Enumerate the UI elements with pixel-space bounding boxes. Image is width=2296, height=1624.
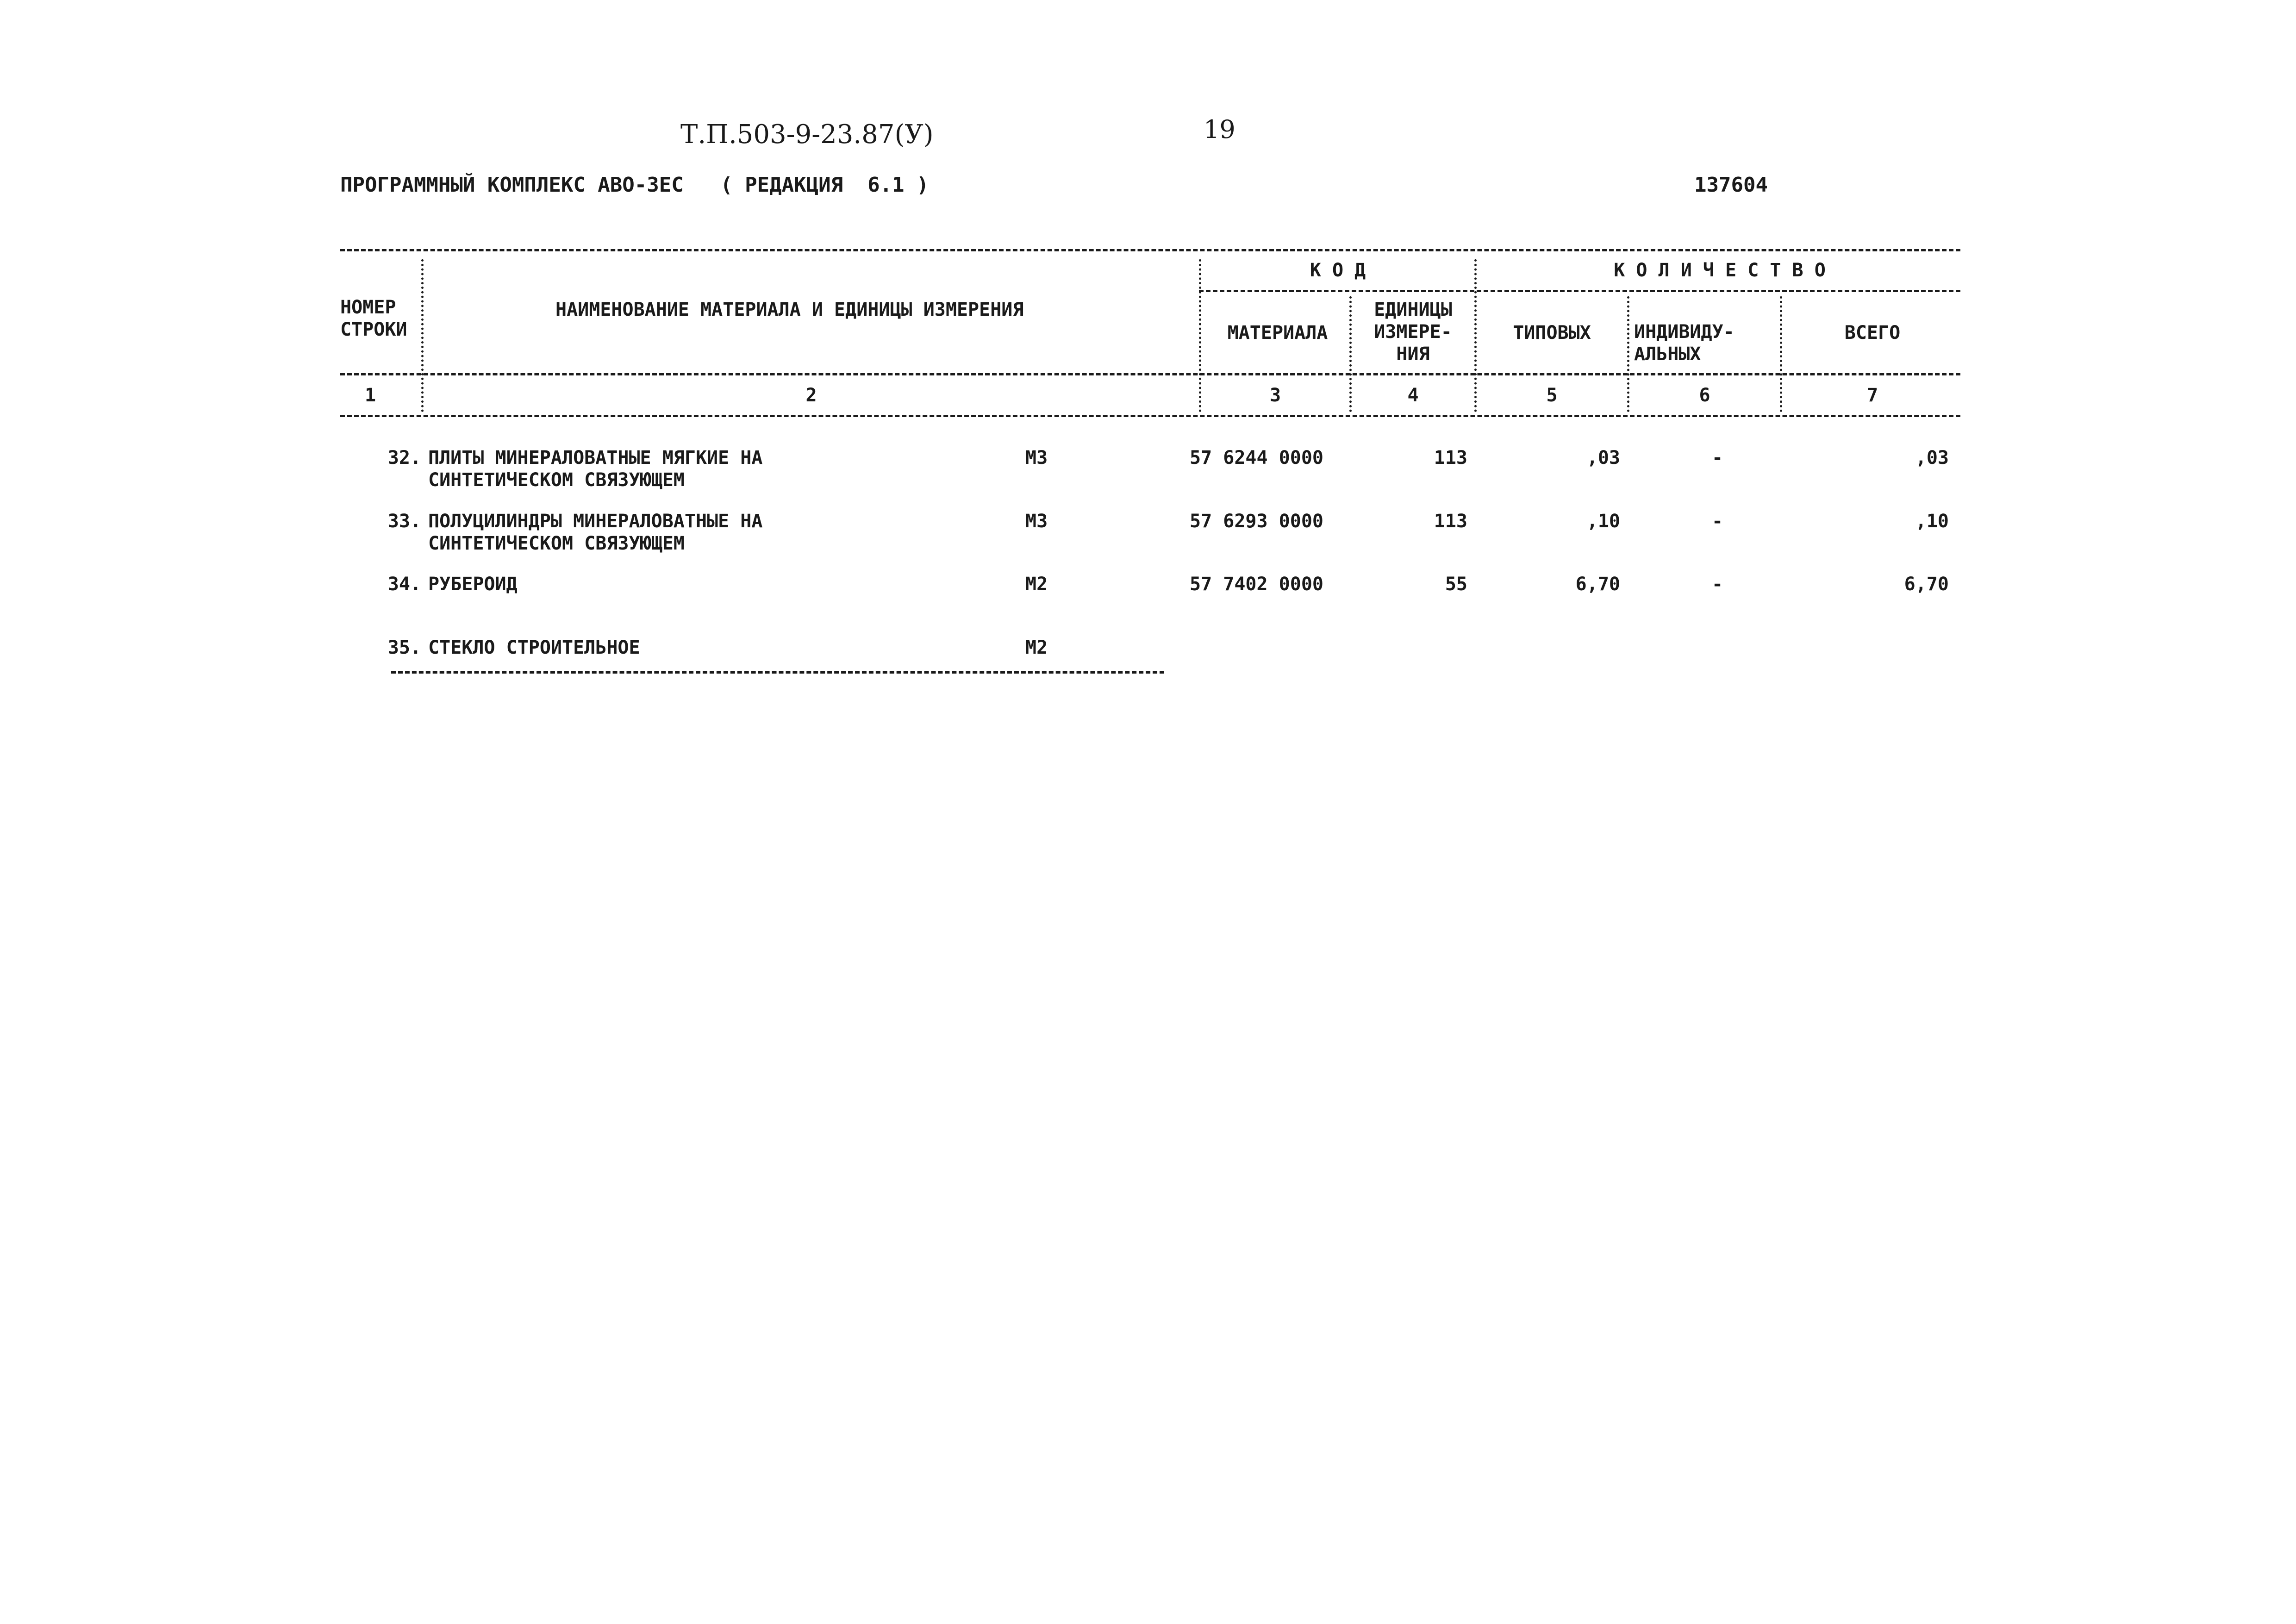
page-number: 19 [1204, 115, 1235, 144]
document-code: Т.П.503-9-23.87(У) [680, 119, 934, 150]
col-separator-2 [1199, 259, 1201, 412]
material-name: СТЕКЛО СТРОИТЕЛЬНОЕ [428, 637, 640, 658]
unit-code: 55 [1445, 574, 1467, 595]
column-number: 5 [1546, 385, 1558, 406]
col-separator-4 [1474, 259, 1477, 412]
unit-code: 113 [1434, 447, 1467, 468]
column-numbers-rule [340, 415, 1960, 417]
row-number: 35. [387, 637, 421, 658]
material-name: РУБЕРОИД [428, 574, 518, 595]
qty-individual: - [1711, 574, 1723, 595]
header-qty-individual-2: АЛЬНЫХ [1634, 344, 1701, 365]
col-separator-6 [1780, 296, 1782, 412]
qty-typical: ,10 [1586, 511, 1620, 532]
material-code: 57 7402 0000 [1190, 574, 1323, 595]
qty-individual: - [1711, 447, 1723, 468]
material-name-continued: СИНТЕТИЧЕСКОМ СВЯЗУЮЩЕМ [428, 469, 685, 491]
qty-total: ,10 [1915, 511, 1949, 532]
header-qty-typical: ТИПОВЫХ [1513, 322, 1591, 344]
material-name: ПЛИТЫ МИНЕРАЛОВАТНЫЕ МЯГКИЕ НА [428, 447, 763, 468]
column-number: 1 [364, 385, 376, 406]
header-code-unit-2: ИЗМЕРЕ- [1374, 321, 1452, 343]
header-bottom-rule [340, 373, 1960, 375]
column-number: 4 [1407, 385, 1419, 406]
qty-total: 6,70 [1904, 574, 1949, 595]
unit: М2 [1025, 637, 1048, 658]
header-row-number-1: НОМЕР [340, 297, 396, 318]
unit: М2 [1025, 574, 1048, 595]
unit: М3 [1025, 447, 1048, 468]
qty-typical: ,03 [1586, 447, 1620, 468]
header-material-name: НАИМЕНОВАНИЕ МАТЕРИАЛА И ЕДИНИЦЫ ИЗМЕРЕНИЯ [555, 299, 1024, 320]
program-line: ПРОГРАММНЫЙ КОМПЛЕКС АВО-ЗЕС ( РЕДАКЦИЯ 6.1 ) [340, 173, 929, 197]
material-code: 57 6244 0000 [1190, 447, 1323, 468]
document-number: 137604 [1694, 173, 1768, 197]
material-name: ПОЛУЦИЛИНДРЫ МИНЕРАЛОВАТНЫЕ НА [428, 511, 763, 532]
qty-typical: 6,70 [1575, 574, 1620, 595]
table-top-rule [340, 249, 1960, 251]
column-number: 7 [1866, 385, 1878, 406]
unit-code: 113 [1434, 511, 1467, 532]
row-number: 34. [387, 574, 421, 595]
code-qty-subheader-rule [1199, 290, 1960, 292]
col-separator-3 [1349, 296, 1352, 412]
row-number: 33. [387, 511, 421, 532]
header-code-unit-3: НИЯ [1396, 344, 1430, 365]
table-end-rule [391, 671, 1164, 674]
material-name-continued: СИНТЕТИЧЕСКОМ СВЯЗУЮЩЕМ [428, 533, 685, 554]
header-row-number-2: СТРОКИ [340, 319, 407, 340]
column-number: 6 [1699, 385, 1710, 406]
header-code-unit-1: ЕДИНИЦЫ [1374, 299, 1452, 320]
qty-total: ,03 [1915, 447, 1949, 468]
column-number: 3 [1269, 385, 1281, 406]
qty-individual: - [1711, 511, 1723, 532]
column-number: 2 [805, 385, 817, 406]
col-separator-1 [421, 259, 424, 412]
row-number: 32. [387, 447, 421, 468]
unit: М3 [1025, 511, 1048, 532]
header-code-group: К О Д [1310, 260, 1366, 281]
header-qty-individual-1: ИНДИВИДУ- [1634, 321, 1734, 343]
material-code: 57 6293 0000 [1190, 511, 1323, 532]
col-separator-5 [1627, 296, 1629, 412]
header-qty-group: К О Л И Ч Е С Т В О [1614, 260, 1826, 281]
header-code-material: МАТЕРИАЛА [1227, 322, 1328, 344]
header-qty-total: ВСЕГО [1844, 322, 1901, 344]
